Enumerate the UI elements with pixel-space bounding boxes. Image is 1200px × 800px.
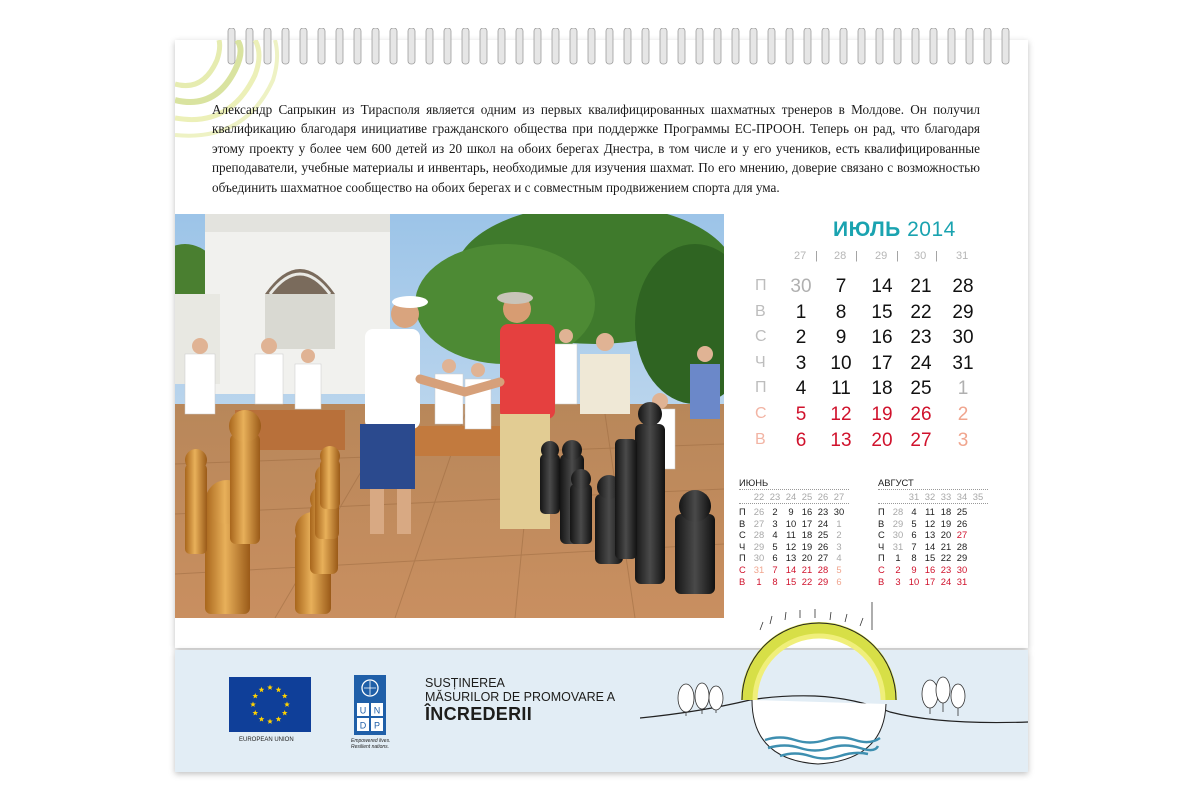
mini-day-number: 1 [756, 575, 762, 587]
mini-week-number: 32 [924, 491, 936, 502]
week-separator: | [896, 250, 899, 262]
spiral-ring [678, 28, 685, 64]
mini-weekday-label: В [739, 517, 746, 529]
mini-week-number: 23 [769, 491, 781, 502]
spiral-ring [480, 28, 487, 64]
spiral-ring [606, 28, 613, 64]
mini-day-number: 7 [911, 540, 917, 552]
brand-line-2: MĂSURILOR DE PROMOVARE A [425, 690, 616, 704]
weekday-label: С [755, 328, 767, 346]
spiral-ring [372, 28, 379, 64]
mini-week-number: 35 [972, 491, 984, 502]
mini-day-number: 24 [817, 517, 829, 529]
spiral-ring [804, 28, 811, 64]
mini-day-number: 22 [940, 552, 952, 564]
spiral-ring [732, 28, 739, 64]
mini-day-number: 26 [956, 517, 968, 529]
week-separator: | [935, 250, 938, 262]
undp-tagline-1: Empowered lives. [351, 738, 391, 744]
mini-day-number: 24 [940, 575, 952, 587]
spiral-ring [498, 28, 505, 64]
month-name: ИЮЛЬ [833, 218, 901, 241]
mini-day-number: 13 [924, 529, 936, 541]
spiral-ring [642, 28, 649, 64]
mini-day-number: 28 [892, 506, 904, 517]
mini-day-number: 30 [956, 564, 968, 575]
mini-day-number: 29 [956, 552, 968, 564]
mini-week-number: 34 [956, 491, 968, 502]
mini-day-number: 12 [785, 540, 797, 552]
mini-month-name: АВГУСТ [878, 477, 914, 488]
mini-day-number: 20 [940, 529, 952, 541]
undp-letter-n: N [373, 705, 381, 716]
mini-day-number: 3 [772, 517, 778, 529]
weekday-label: С [755, 405, 767, 422]
mini-day-number: 30 [753, 552, 765, 564]
mini-day-number: 29 [892, 517, 904, 529]
day-number: 30 [790, 276, 812, 297]
mini-day-number: 15 [924, 552, 936, 564]
rainbow-bridge-icon [640, 600, 1028, 772]
spiral-ring [786, 28, 793, 64]
spiral-ring [984, 28, 991, 64]
day-number: 4 [795, 378, 807, 400]
mini-day-number: 5 [836, 564, 842, 575]
mini-weekday-label: С [739, 529, 746, 541]
mini-weekday-label: В [878, 517, 885, 529]
spiral-ring [336, 28, 343, 64]
day-number: 24 [910, 352, 932, 374]
mini-weekday-label: П [878, 506, 885, 517]
mini-day-number: 6 [836, 575, 842, 587]
spiral-ring [768, 28, 775, 64]
day-number: 6 [795, 429, 807, 451]
spiral-ring [588, 28, 595, 64]
day-number: 3 [957, 429, 969, 451]
spiral-ring [696, 28, 703, 64]
mini-day-number: 27 [753, 517, 765, 529]
mini-day-number: 26 [753, 506, 765, 517]
day-number: 31 [952, 352, 974, 374]
day-number: 30 [952, 327, 974, 349]
day-number: 1 [957, 378, 969, 400]
mini-day-number: 1 [895, 552, 901, 564]
weekday-label: В [755, 302, 766, 320]
day-number: 13 [830, 429, 852, 451]
weekday-label: Ч [755, 353, 766, 371]
mini-day-number: 5 [772, 540, 778, 552]
mini-day-number: 2 [836, 529, 842, 541]
mini-divider [878, 503, 988, 504]
week-separator: | [855, 250, 858, 262]
day-number: 26 [910, 404, 932, 425]
day-number: 2 [957, 404, 969, 425]
undp-letter-p: P [373, 720, 381, 731]
day-number: 15 [871, 301, 893, 323]
mini-day-number: 9 [911, 564, 917, 575]
mini-week-number: 22 [753, 491, 765, 502]
mini-day-number: 26 [817, 540, 829, 552]
spiral-ring [1002, 28, 1009, 64]
day-number: 14 [871, 276, 893, 297]
day-number: 18 [871, 378, 893, 400]
mini-divider [739, 503, 849, 504]
mini-day-number: 14 [924, 540, 936, 552]
mini-day-number: 19 [801, 540, 813, 552]
spiral-ring [912, 28, 919, 64]
spiral-binding-icon [224, 28, 1024, 68]
mini-day-number: 27 [956, 529, 968, 541]
month-year: 2014 [907, 218, 956, 241]
mini-day-number: 30 [833, 506, 845, 517]
mini-weekday-label: П [739, 552, 746, 564]
day-number: 1 [795, 301, 807, 323]
spiral-ring [444, 28, 451, 64]
mini-day-number: 5 [911, 517, 917, 529]
day-number: 21 [910, 276, 932, 297]
mini-weekday-label: Ч [878, 540, 885, 552]
day-number: 29 [952, 301, 974, 323]
mini-day-number: 12 [924, 517, 936, 529]
chess-photo [175, 214, 724, 618]
mini-day-number: 6 [911, 529, 917, 541]
mini-day-number: 27 [817, 552, 829, 564]
spiral-ring [930, 28, 937, 64]
spiral-ring [750, 28, 757, 64]
mini-day-number: 17 [801, 517, 813, 529]
spiral-ring [822, 28, 829, 64]
mini-day-number: 23 [817, 506, 829, 517]
mini-day-number: 17 [924, 575, 936, 587]
day-number: 22 [910, 301, 932, 323]
mini-day-number: 15 [785, 575, 797, 587]
mini-day-number: 18 [940, 506, 952, 517]
mini-day-number: 13 [785, 552, 797, 564]
mini-day-number: 21 [940, 540, 952, 552]
spiral-ring [462, 28, 469, 64]
week-number: 28 [834, 250, 847, 262]
mini-day-number: 25 [956, 506, 968, 517]
mini-week-number: 25 [801, 491, 813, 502]
spiral-ring [300, 28, 307, 64]
day-number: 5 [795, 404, 807, 425]
spiral-ring [858, 28, 865, 64]
undp-logo-icon [354, 675, 386, 735]
mini-weekday-label: П [739, 506, 746, 517]
mini-day-number: 9 [788, 506, 794, 517]
mini-day-number: 10 [785, 517, 797, 529]
mini-day-number: 25 [817, 529, 829, 541]
spiral-ring [948, 28, 955, 64]
spiral-ring [516, 28, 523, 64]
day-number: 7 [835, 276, 847, 297]
mini-weekday-label: П [878, 552, 885, 564]
undp-letter-u: U [359, 705, 367, 716]
day-number: 17 [871, 352, 893, 374]
mini-day-number: 21 [801, 564, 813, 575]
mini-day-number: 4 [836, 552, 842, 564]
spiral-ring [552, 28, 559, 64]
eu-flag-icon [229, 677, 311, 732]
mini-divider [739, 489, 849, 490]
mini-weekday-label: С [878, 529, 885, 541]
mini-day-number: 10 [908, 575, 920, 587]
day-number: 3 [795, 352, 807, 374]
spiral-ring [966, 28, 973, 64]
mini-day-number: 31 [956, 575, 968, 587]
mini-day-number: 3 [836, 540, 842, 552]
weekday-label: П [755, 379, 767, 397]
mini-day-number: 1 [836, 517, 842, 529]
mini-weekday-label: С [878, 564, 885, 575]
day-number: 10 [830, 352, 852, 374]
mini-day-number: 2 [895, 564, 901, 575]
mini-day-number: 30 [892, 529, 904, 541]
day-number: 20 [871, 429, 893, 451]
spiral-ring [426, 28, 433, 64]
month-title [833, 218, 956, 242]
mini-day-number: 31 [753, 564, 765, 575]
spiral-ring [876, 28, 883, 64]
mini-day-number: 14 [785, 564, 797, 575]
brand-line-3: ÎNCREDERII [425, 704, 533, 724]
mini-day-number: 28 [956, 540, 968, 552]
undp-tagline-2: Resilient nations. [351, 744, 390, 750]
mini-day-number: 8 [911, 552, 917, 564]
mini-day-number: 16 [801, 506, 813, 517]
mini-week-number: 27 [833, 491, 845, 502]
mini-week-number: 31 [908, 491, 920, 502]
day-number: 27 [910, 429, 932, 451]
day-number: 2 [795, 327, 807, 349]
mini-day-number: 19 [940, 517, 952, 529]
mini-day-number: 23 [940, 564, 952, 575]
day-number: 9 [835, 327, 847, 349]
spiral-ring [624, 28, 631, 64]
day-number: 25 [910, 378, 932, 400]
spiral-ring [714, 28, 721, 64]
day-number: 28 [952, 276, 974, 297]
day-number: 11 [831, 378, 851, 400]
mini-day-number: 16 [924, 564, 936, 575]
week-number: 30 [914, 250, 927, 262]
spiral-ring [894, 28, 901, 64]
mini-week-number: 26 [817, 491, 829, 502]
mini-day-number: 20 [801, 552, 813, 564]
mini-day-number: 3 [895, 575, 901, 587]
mini-week-number: 24 [785, 491, 797, 502]
mini-day-number: 29 [817, 575, 829, 587]
spiral-ring [318, 28, 325, 64]
week-separator: | [815, 250, 818, 262]
spiral-ring [534, 28, 541, 64]
spiral-ring [660, 28, 667, 64]
mini-day-number: 4 [911, 506, 917, 517]
mini-day-number: 29 [753, 540, 765, 552]
mini-weekday-label: Ч [739, 540, 746, 552]
mini-day-number: 2 [772, 506, 778, 517]
mini-week-number: 33 [940, 491, 952, 502]
mini-day-number: 28 [817, 564, 829, 575]
project-brand [425, 676, 615, 724]
mini-weekday-label: В [878, 575, 885, 587]
day-number: 23 [910, 327, 932, 349]
mini-day-number: 8 [772, 575, 778, 587]
mini-day-number: 11 [925, 506, 935, 517]
mini-day-number: 11 [786, 529, 796, 541]
mini-day-number: 18 [801, 529, 813, 541]
weekday-label: В [755, 430, 766, 448]
mini-month-name: ИЮНЬ [739, 477, 769, 488]
spiral-ring [390, 28, 397, 64]
mini-weekday-label: С [739, 564, 746, 575]
eu-caption: EUROPEAN UNION [239, 737, 294, 743]
undp-letter-d: D [359, 720, 367, 731]
day-number: 19 [871, 404, 893, 425]
mini-day-number: 22 [801, 575, 813, 587]
description-text: Александр Сапрыкин из Тирасполя является одним из первых квалифицированных шахматных тренеров в Молдове. Он получил квалификацию благодаря инициативе гражданского общества при поддержке Программы ЕС-ПРООН. Теперь он рад, что благодаря этому проекту у более чем 600 детей из 20 школ на обоих берегах Днестра, в том числе и у его учеников, есть квалифицированные преподаватели, учебные материалы и инвентарь, необходимые для изучения шахмат. По его мнению, доверие связано с возможностью объединить шахматное сообщество на обоих берегах и с совместным продвижением спорта для ума. [212, 102, 980, 195]
mini-day-number: 6 [772, 552, 778, 564]
mini-divider [878, 489, 988, 490]
brand-line-1: SUSȚINEREA [425, 676, 505, 690]
mini-weekday-label: В [739, 575, 746, 587]
spiral-ring [408, 28, 415, 64]
spiral-ring [840, 28, 847, 64]
week-number: 27 [794, 250, 807, 262]
week-number: 29 [875, 250, 888, 262]
mini-day-number: 7 [772, 564, 778, 575]
spiral-ring [354, 28, 361, 64]
mini-day-number: 28 [753, 529, 765, 541]
day-number: 16 [871, 327, 893, 349]
mini-day-number: 4 [772, 529, 778, 541]
weekday-label: П [755, 277, 767, 294]
mini-day-number: 31 [892, 540, 904, 552]
day-number: 8 [835, 301, 847, 323]
day-number: 12 [830, 404, 852, 425]
spiral-ring [570, 28, 577, 64]
week-number: 31 [956, 250, 969, 262]
